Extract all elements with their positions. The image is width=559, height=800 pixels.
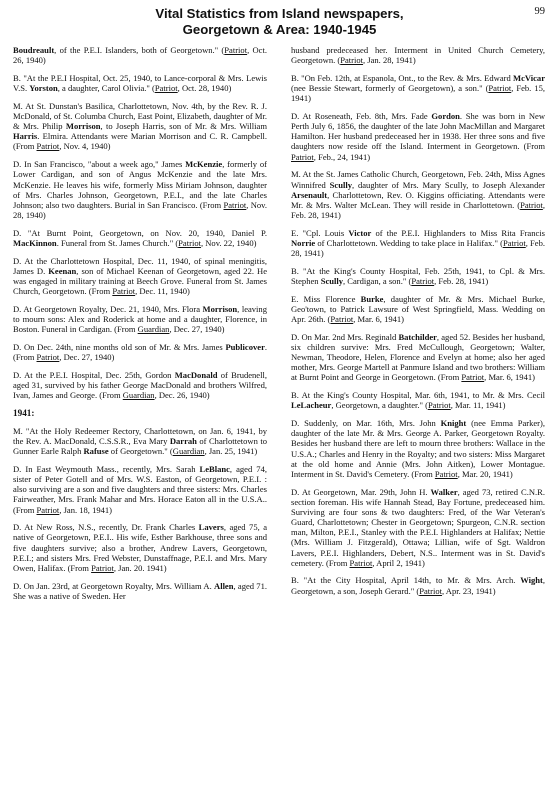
entry-text: of Brudenell, aged 31, survived by his father George MacDonald and brothers Wilfred, Ivan, James and George. (From bbox=[13, 369, 267, 401]
vital-record-entry bbox=[13, 464, 267, 515]
vital-record-entry bbox=[291, 111, 545, 162]
entry-date: , Dec. 27, 1940) bbox=[59, 352, 115, 363]
newspaper-source: Patriot bbox=[112, 286, 136, 297]
entry-text: , daughter of Mr. & Mrs. Michael Burke, Geo'town, to Patrick Lawsure of West Springfield, Mass. Wedding on Apr. 26th. ( bbox=[291, 293, 545, 324]
newspaper-source: Patriot bbox=[154, 83, 178, 94]
vital-record-entry bbox=[13, 342, 267, 362]
entry-text: (nee Emma Parker), daughter of the late Mr. & Mrs. George A. Parker, Georgetown Royalty. Besides her husband there are left to mourn three brothers: Wallace in the U.S.A.; Charles and Henry in the Royalty; and two sisters: Miss Margaret at the old home and Annie (Mrs. John Aitken), Lower Montague. Interment in St. David's Cemetery. (From bbox=[291, 418, 545, 479]
surname: Keenan bbox=[48, 265, 77, 276]
newspaper-source: Patriot bbox=[36, 504, 60, 515]
vital-record-entry bbox=[291, 487, 545, 568]
entry-text: (nee Bessie Stewart, formerly of Georgetown), a son." ( bbox=[291, 83, 489, 94]
entry-text: D. At Roseneath, Feb. 8th, Mrs. Fade bbox=[291, 110, 432, 121]
vital-record-entry bbox=[291, 575, 545, 595]
vital-record-entry bbox=[13, 228, 267, 248]
vital-record-entry bbox=[291, 418, 545, 479]
vital-record-entry bbox=[13, 101, 267, 152]
newspaper-source: Guardian bbox=[122, 390, 155, 401]
entry-date: , Oct. 26, 1940) bbox=[13, 45, 267, 66]
entry-date: , Feb. 28, 1941) bbox=[291, 237, 545, 259]
newspaper-source: Patriot bbox=[411, 275, 435, 286]
vital-record-entry bbox=[13, 159, 267, 220]
newspaper-source: Patriot bbox=[520, 199, 543, 210]
entry-text: D. In East Weymouth Mass., recently, Mrs. Sarah bbox=[13, 463, 200, 474]
entry-date: , Nov. 4, 1940) bbox=[59, 141, 111, 152]
entry-text: D. Suddenly, on Mar. 16th, Mrs. John bbox=[291, 418, 441, 429]
surname: McVicar bbox=[513, 72, 545, 83]
entry-date: , Feb., 24, 1941) bbox=[313, 151, 371, 162]
entry-text: D. At the P.E.I. Hospital, Dec. 25th, Gordon bbox=[13, 369, 175, 380]
entry-text: . She was born in New Perth July 6, 1856, the daughter of the late John MacMillan and Margaret Hamilton. Her husband predeceased her in 1938. Her three sons and five daughters now reside off the Island. Interment in Georgetown. (From bbox=[291, 110, 545, 152]
surname: LeBlanc bbox=[199, 463, 230, 474]
surname: Norrie bbox=[291, 237, 316, 248]
text-columns bbox=[13, 45, 547, 797]
entry-text: , a daughter, Carol Olivia." ( bbox=[57, 83, 155, 94]
newspaper-source: Patriot bbox=[224, 45, 248, 55]
entry-date: , Oct. 28, 1940) bbox=[177, 83, 232, 94]
entry-text: , aged 71. She was a native of Sweden. Her bbox=[13, 580, 267, 601]
entry-text: , formerly of Lower Cardigan, and son of Angus McKenzie and the late Mrs. McKenzie. He leaves his wife, formerly Miss Miriam Johnson, daughter of Mrs. Charles Johnson, Georgetown, P.E.I., and the late Charles Johnson; also two daughters. Burial in San Francisco. (From bbox=[13, 159, 267, 210]
vital-record-entry bbox=[13, 45, 267, 65]
surname: Boudreault bbox=[13, 45, 55, 55]
entry-date: , Mar. 11, 1941) bbox=[450, 400, 506, 411]
surname: Arsenault bbox=[291, 189, 328, 200]
surname: Wight bbox=[520, 575, 543, 586]
entry-text: , daughter of Mrs. Mary Scully, to Joseph Alexander bbox=[351, 179, 545, 190]
entry-date: , Jan. 28, 1941) bbox=[363, 55, 416, 66]
year-heading: 1941: bbox=[13, 407, 35, 418]
surname: Burke bbox=[360, 293, 384, 304]
vital-record-entry bbox=[291, 390, 545, 410]
vital-record-entry bbox=[291, 45, 545, 65]
entry-text: D. On Jan. 23rd, at Georgetown Royalty, Mrs. William A. bbox=[13, 580, 215, 591]
vital-record-entry bbox=[291, 228, 545, 258]
surname: Scully bbox=[320, 275, 344, 286]
entry-date: , Mar. 20, 1941) bbox=[457, 468, 513, 479]
entry-text: , aged 52. Besides her husband, six children survive: Mrs. Fred McCullough, Georgetown; Walter, Newman, Theodore, Helen, Florence and Evelyn at home; also her aged mother, Mrs. George Martell at Panmure Island and two brothers: William at Burnt Point and George in Georgetown. (From bbox=[291, 331, 545, 383]
entry-text: , aged 75, a native of Georgetown, P.E.I.. His wife, Esther Barkhouse, three sons and five daughters survive; also a brother, Andrew Lavers, Georgetown, P.E.I.; and sisters Mrs. Fred Webster, Dunstaffnage, P.E.I. and Mrs. Mary Owen, Halifax. (From bbox=[13, 522, 267, 573]
surname: Harris bbox=[13, 131, 38, 142]
vital-record-entry bbox=[291, 73, 545, 103]
newspaper-source: Patriot bbox=[223, 199, 247, 210]
entry-date: , Apr. 23, 1941) bbox=[441, 585, 496, 596]
surname: Gordon bbox=[431, 110, 460, 121]
entry-text: of Charlottetown. Wedding to take place in Halifax." ( bbox=[315, 237, 503, 248]
entry-text: , leaving to mourn sons: Alex and Roderick at home and a daughter, Florence, in Boston. Funeral in Cardigan. (From bbox=[13, 303, 267, 335]
vital-record-entry bbox=[13, 581, 267, 601]
vital-record-entry bbox=[13, 256, 267, 297]
surname: MacDonald bbox=[174, 369, 218, 380]
entry-text: of Georgetown." ( bbox=[108, 446, 173, 457]
entry-date: , Dec. 26, 1940) bbox=[154, 390, 210, 401]
entry-text: D. At the Charlottetown Hospital, Dec. 11, 1940, of spinal meningitis, James D. bbox=[13, 255, 267, 276]
entry-text: B. At the King's County Hospital, Mar. 6th, 1941, to Mr. & Mrs. Cecil bbox=[291, 390, 545, 401]
surname: Yorston bbox=[29, 83, 58, 94]
surname: Allen bbox=[214, 580, 234, 591]
entry-text: D. At Georgetown Royalty, Dec. 21, 1940, Mrs. Flora bbox=[13, 303, 203, 314]
entry-text: B. "At the P.E.I Hospital, Oct. 25, 1940, to Lance-corporal & Mrs. Lewis V.S. bbox=[13, 72, 267, 94]
left-column bbox=[13, 45, 267, 797]
entry-date: , Feb. 28, 1941) bbox=[291, 199, 545, 220]
entry-text: . (From bbox=[13, 341, 267, 363]
surname: Darrah bbox=[169, 436, 197, 447]
right-column bbox=[291, 45, 545, 797]
newspaper-source: Patriot bbox=[349, 557, 373, 568]
surname: Morrison bbox=[202, 303, 238, 314]
newspaper-source: Guardian bbox=[172, 446, 205, 457]
vital-record-entry bbox=[13, 426, 267, 456]
newspaper-source: Guardian bbox=[137, 324, 170, 335]
entry-text: B. "At the City Hospital, April 14th, to Mr. & Mrs. Arch. bbox=[291, 575, 521, 586]
vital-record-entry bbox=[13, 522, 267, 573]
entry-text: , to Joseph Harris, son of Mr. & Mrs. William bbox=[100, 121, 267, 132]
entry-text: M. "At the Holy Redeemer Rectory, Charlottetown, on Jan. 6, 1941, by the Rev. A. MacDonald, C.S.S.R., Eva Mary bbox=[13, 425, 267, 447]
newspaper-source: Patriot bbox=[340, 55, 364, 66]
entry-text: D. On Mar. 2nd Mrs. Reginald bbox=[291, 331, 399, 342]
surname: Walker bbox=[430, 486, 458, 497]
entry-text: D. "At Burnt Point, Georgetown, on Nov. 20, 1940, Daniel P. bbox=[13, 227, 267, 238]
newspaper-source: Patriot bbox=[427, 400, 451, 411]
surname: Lavers bbox=[198, 522, 224, 533]
vital-record-entry bbox=[13, 370, 267, 400]
surname: LeLacheur bbox=[291, 400, 332, 411]
entry-text: D. In San Francisco, "about a week ago," James bbox=[13, 159, 186, 170]
surname: Scully bbox=[329, 179, 352, 190]
vital-record-entry bbox=[291, 294, 545, 324]
surname: Publicover bbox=[225, 341, 265, 352]
newspaper-source: Patriot bbox=[330, 314, 354, 324]
entry-text: of the P.E.I. Highlanders to Miss Rita Francis bbox=[371, 227, 545, 238]
entry-text: , Georgetown, a daughter." ( bbox=[331, 400, 428, 411]
entry-date: , Feb. 28, 1941) bbox=[434, 275, 489, 286]
vital-record-entry bbox=[13, 73, 267, 93]
entry-text: , of the P.E.I. Islanders, both of Georgetown." ( bbox=[54, 45, 225, 55]
entry-text: D. At Georgetown, Mar. 29th, John H. bbox=[291, 486, 431, 497]
entry-text: E. "Cpl. Louis bbox=[291, 227, 349, 238]
surname: Victor bbox=[348, 227, 372, 238]
surname: McKenzie bbox=[185, 159, 223, 170]
surname: Rafuse bbox=[83, 446, 109, 457]
entry-date: , Dec. 27, 1940) bbox=[169, 324, 225, 335]
entry-text: M. At St. Dunstan's Basilica, Charlottetown, Nov. 4th, by the Rev. R. J. McDonald, of St. Columba Church, East Point, Elizabeth, daughter of Mr. & Mrs. Philip bbox=[13, 100, 267, 132]
surname: Morrison bbox=[65, 121, 101, 132]
entry-text: B. "On Feb. 12th, at Espanola, Ont., to the Rev. & Mrs. Edward bbox=[291, 72, 514, 83]
newspaper-source: Patriot bbox=[434, 468, 458, 479]
entry-text: of Charlottetown to Gunner Earle Ralph bbox=[13, 436, 267, 457]
entry-date: , April 2, 1941) bbox=[372, 557, 425, 568]
entry-text: , aged 74, sister of Peter Gotell and of Mrs. W.S. Easton, of Georgetown, P.E.I. : also surviving are a son and five daughters and three sisters: Mrs. Charles Fairweather, Mrs. Frank Mahar and Mrs. Horace Eaton all in the U.S.A.. (From bbox=[13, 463, 267, 515]
vital-record-entry bbox=[291, 332, 545, 383]
header-title-line-1: Vital Statistics from Island newspapers, bbox=[155, 6, 404, 21]
entry-text: D. At New Ross, N.S., recently, Dr. Frank Charles bbox=[13, 522, 199, 533]
surname: Knight bbox=[440, 418, 467, 429]
entry-date: , Jan. 20. 1941) bbox=[113, 562, 167, 573]
entry-date: , Jan. 18, 1941) bbox=[59, 504, 113, 515]
entry-text: B. "At the King's County Hospital, Feb. 25th, 1941, to Cpl. & Mrs. Stephen bbox=[291, 265, 545, 286]
entry-date: , Dec. 11, 1940) bbox=[135, 286, 190, 297]
entry-text: , son of Michael Keenan of Georgetown, aged 22. He was engaged in military training at Beech Grove. Funeral from St. James Church, Georgetown. (From bbox=[13, 265, 267, 297]
entry-text: M. At the St. James Catholic Church, Georgetown, Feb. 24th, Miss Agnes Winnifred bbox=[291, 169, 545, 190]
entry-date: , Feb. 15, 1941) bbox=[291, 83, 545, 104]
newspaper-source: Patriot bbox=[36, 352, 60, 363]
newspaper-source: Patriot bbox=[502, 237, 526, 248]
newspaper-source: Patriot bbox=[488, 83, 512, 94]
vital-record-entry bbox=[291, 169, 545, 220]
surname: Batchilder bbox=[398, 331, 437, 342]
newspaper-source: Patriot bbox=[91, 562, 114, 573]
entry-date: , Mar. 6, 1941) bbox=[484, 372, 535, 383]
newspaper-source: Patriot bbox=[461, 372, 485, 383]
entry-text: , Charlottetown, Rev. O. Kiggins officiating. Attendants were Mr. & Mrs. Walter McLean. They will reside in Charlottetown. ( bbox=[291, 189, 545, 210]
newspaper-source: Patriot bbox=[291, 151, 314, 162]
header-title-line-2: Georgetown & Area: 1940-1945 bbox=[182, 22, 377, 37]
vital-record-entry bbox=[13, 304, 267, 334]
vital-record-entry bbox=[291, 266, 545, 286]
entry-text: , Cardigan, a son." ( bbox=[343, 275, 412, 286]
newspaper-source: Patriot bbox=[178, 237, 201, 248]
entry-text: , Georgetown, a son, Joseph Gerard." ( bbox=[291, 575, 545, 596]
entry-text: husband predeceased her. Interment in United Church Cemetery, Georgetown. ( bbox=[291, 45, 545, 66]
entry-date: , Nov. 22, 1940) bbox=[200, 237, 257, 248]
entry-text: E. Miss Florence bbox=[291, 293, 361, 304]
newspaper-source: Patriot bbox=[36, 141, 60, 152]
entry-text: . Funeral from St. James Church." ( bbox=[56, 237, 179, 248]
entry-date: , Nov. 28, 1940) bbox=[13, 199, 267, 220]
newspaper-source: Patriot bbox=[419, 585, 442, 596]
entry-text: , aged 73, retired C.N.R. section foreman. His wife Hannah Stead, Bay Fortune, predeceased him. Surviving are four sons & two daughters: Fred, of the War Veteran's Guard, Charlottetown; Chester in Georgetown; Spurgeon, C.N.R. section man, Milton, P.E.I., Stanley with the P.E.I. Highlanders at Halifax; Nettie (Mrs. William J. Fitzgerald), Ottawa; Lillian, wife of Sgt. Waldron Lavers, P.E.I. Highlanders, Debert, N.S.. Interment was in St. David's cemetery. (From bbox=[291, 486, 545, 568]
page-number: 99 bbox=[534, 6, 545, 17]
entry-text: D. On Dec. 24th, nine months old son of Mr. & Mrs. James bbox=[13, 341, 226, 352]
entry-date: , Mar. 6, 1941) bbox=[353, 314, 405, 324]
surname: MacKinnon bbox=[13, 237, 57, 248]
entry-date: , Jan. 25, 1941) bbox=[204, 446, 258, 457]
page-header bbox=[0, 6, 559, 38]
entry-text: . Elmira. Attendants were Marian Morrison and C. R. Campbell. (From bbox=[13, 131, 267, 152]
